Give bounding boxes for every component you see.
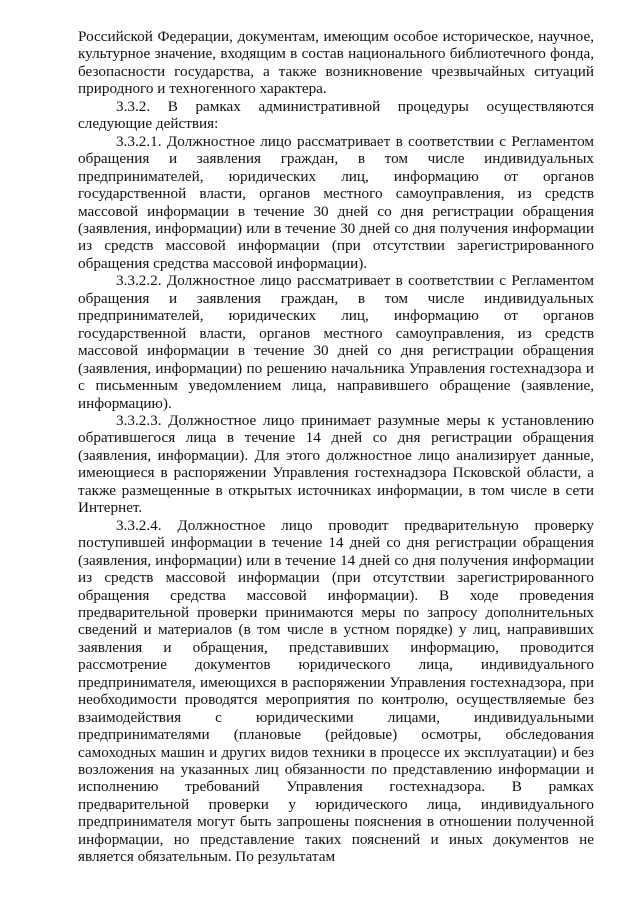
document-page xyxy=(78,28,594,866)
paragraph-continuation: Российской Федерации, документам, имеющим особое историческое, научное, культурное значение, входящим в состав национального библиотечного фонда, безопасности государства, а также возникновение чрезвычайных ситуаций природного и техногенного характера. xyxy=(78,28,594,98)
paragraph-3-3-2-2: 3.3.2.2. Должностное лицо рассматривает в соответствии с Регламентом обращения и заявления граждан, в том числе индивидуальных предпринимателей, юридических лиц, информацию от органов государственной власти, органов местного самоуправления, из средств массовой информации в течение 30 дней со дня регистрации обращения (заявления, информации) по решению начальника Управления гостехнадзора и с письменным уведомлением лица, направившего обращение (заявление, информацию). xyxy=(78,272,594,412)
paragraph-3-3-2-4: 3.3.2.4. Должностное лицо проводит предварительную проверку поступившей информации в течение 14 дней со дня регистрации обращения (заявления, информации) или в течение 14 дней со дня получения информации из средств массовой информации (при отсутствии зарегистрированного обращения средства массовой информации). В ходе проведения предварительной проверки принимаются меры по запросу дополнительных сведений и материалов (в том числе в устном порядке) у лиц, направивших заявления и обращения, представивших информацию, проводится рассмотрение документов юридического лица, индивидуального предпринимателя, имеющихся в распоряжении Управления гостехнадзора, при необходимости проводятся мероприятия по контролю, осуществляемые без взаимодействия с юридическими лицами, индивидуальными предпринимателями (плановые (рейдовые) осмотры, обследования самоходных машин и других видов техники в процессе их эксплуатации) и без возложения на указанных лиц обязанности по представлению информации и исполнению требований Управления гостехнадзора. В рамках предварительной проверки у юридического лица, индивидуального предпринимателя могут быть запрошены пояснения в отношении полученной информации, но представление таких пояснений и иных документов не является обязательным. По результатам xyxy=(78,516,594,866)
paragraph-3-3-2-3: 3.3.2.3. Должностное лицо принимает разумные меры к установлению обратившегося лица в течение 14 дней со дня регистрации обращения (заявления, информации). Для этого должностное лицо анализирует данные, имеющиеся в распоряжении Управления гостехнадзора Псковской области, а также размещенные в открытых источниках информации, в том числе в сети Интернет. xyxy=(78,411,594,517)
paragraph-3-3-2: 3.3.2. В рамках административной процедуры осуществляются следующие действия: xyxy=(78,97,594,133)
paragraph-3-3-2-1: 3.3.2.1. Должностное лицо рассматривает в соответствии с Регламентом обращения и заявления граждан, в том числе индивидуальных предпринимателей, юридических лиц, информацию от органов государственной власти, органов местного самоуправления, из средств массовой информации в течение 30 дней со дня регистрации обращения (заявления, информации) или в течение 30 дней со дня получения информации из средств массовой информации (при отсутствии зарегистрированного обращения средства массовой информации). xyxy=(78,132,594,272)
